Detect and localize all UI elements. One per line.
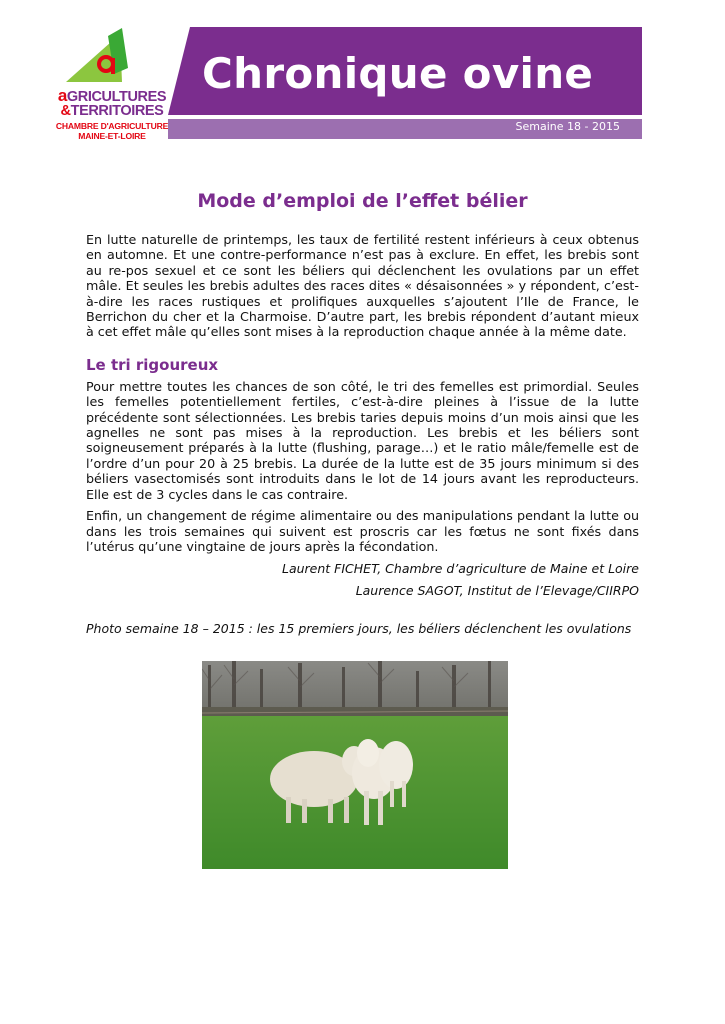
logo-emblem-icon (56, 28, 168, 86)
author-line-1: Laurent FICHET, Chambre d’agriculture de Maine et Loire (282, 561, 639, 577)
author-line-2: Laurence SAGOT, Institut de l’Elevage/CIIRPO (355, 583, 639, 599)
banner-title: Chronique ovine (202, 49, 594, 98)
logo-letter-a: a (57, 86, 67, 105)
article-title: Mode d’emploi de l’effet bélier (197, 190, 528, 212)
logo-text-chambre: CHAMBRE D'AGRICULTURE (55, 121, 169, 131)
logo-text-agricultures: GRICULTURES (66, 89, 167, 105)
banner-week: Semaine 18 - 2015 (515, 120, 620, 133)
logo (50, 28, 180, 140)
logo-text-territoires: TERRITOIRES (70, 103, 164, 119)
section-paragraph-2: Enfin, un changement de régime alimentaire ou des manipulations pendant la lutte ou dans les trois semaines qui suivent est proscris car les fœtus ne sont fixés dans l’utérus qu’une vingtaine de jours après la fécondation. (86, 508, 639, 554)
intro-paragraph: En lutte naturelle de printemps, les taux de fertilité restent inférieurs à ceux obtenus en automne. Et une contre-performance n’est pas à exclure. En effet, les brebis sont au re-pos sexuel et ce sont les béliers qui déclenchent les ovulations par un effet mâle. Et seules les brebis adultes des races dites « désaisonnées » y répondent, c’est-à-dire les races rustiques et prolifiques auxquelles s’ajoutent l’Ile de France, le Berrichon du cher et la Charmoise. D’autre part, les brebis répondent d’autant mieux à cet effet mâle qu’elles sont mises à la reproduction chaque année à la même date. (86, 232, 639, 340)
article (86, 190, 639, 637)
header-banner (168, 27, 642, 139)
section-paragraph-1: Pour mettre toutes les chances de son côté, le tri des femelles est primordial. Seules les femelles potentiellement fertiles, c’est-à-dire pleines à l’issue de la lutte précédente sont sélectionnées. Les brebis taries depuis moins d’un mois ainsi que les agnelles ne sont pas mises à la reproduction. Les brebis et les béliers sont soigneusement préparés à la lutte (flushing, parage…) et le ratio mâle/femelle est de l’ordre d’un pour 20 à 25 brebis. La durée de la lutte est de 35 jours minimum si des béliers vasectomisés sont introduits dans le lot de 14 jours avant les reproducteurs. Elle est de 3 cycles dans le cas contraire. (86, 378, 639, 502)
sheep-photo (202, 661, 508, 869)
logo-text-region: MAINE-ET-LOIRE (78, 131, 146, 141)
logo-ampersand: & (60, 103, 71, 119)
photo-caption: Photo semaine 18 – 2015 : les 15 premiers jours, les béliers déclenchent les ovulations (86, 621, 632, 637)
section-title: Le tri rigoureux (86, 355, 219, 374)
